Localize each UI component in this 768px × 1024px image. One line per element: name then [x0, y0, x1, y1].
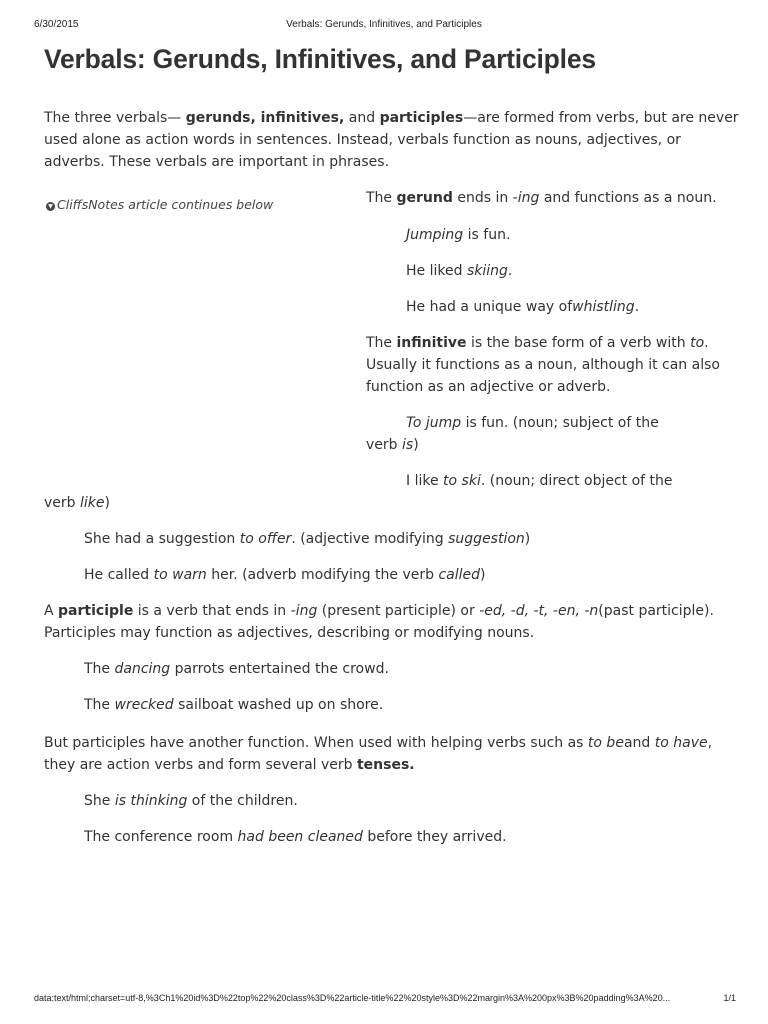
infinitive-example: She had a suggestion to offer. (adjective modifying suggestion)	[84, 531, 531, 547]
print-url: data:text/html;charset=utf-8,%3Ch1%20id%3D%22top%22%20class%3D%22article-title%22%20style%3D%22margin%3A%200px%3B%20padding%3A%20...	[34, 993, 671, 1003]
participle-example: The conference room had been cleaned before they arrived.	[84, 829, 507, 845]
participle-example: The wrecked sailboat washed up on shore.	[84, 697, 384, 713]
gerund-example: Jumping is fun.	[406, 227, 511, 243]
print-date: 6/30/2015	[34, 19, 79, 30]
participle-example: The dancing parrots entertained the crowd.	[84, 661, 389, 677]
intro-paragraph: The three verbals— gerunds, infinitives, and participles—are formed from verbs, but are never used alone as action words in sentences. Instead, verbals function as nouns, adjectives, or adverbs. These verbals are important in phrases.	[44, 110, 739, 170]
participle-definition: A participle is a verb that ends in -ing (present participle) or -ed, -d, -t, -en, -n(past participle). Participles may function as adjectives, describing or modifying nouns.	[44, 603, 714, 641]
participle-function-paragraph: But participles have another function. When used with helping verbs such as to beand to have, they are action verbs and form several verb tenses.	[44, 735, 713, 773]
continues-note: ▼ CliffsNotes article continues below	[46, 197, 273, 212]
infinitive-definition: The infinitive is the base form of a verb with to. Usually it functions as a noun, although it can also function as an adjective or adverb.	[366, 335, 720, 395]
article-title: Verbals: Gerunds, Infinitives, and Participles	[44, 44, 596, 74]
infinitive-example: To jump is fun. (noun; subject of the verb is)	[366, 415, 659, 453]
chevron-down-icon: ▼	[46, 202, 55, 211]
participle-example: She is thinking of the children.	[84, 793, 298, 809]
infinitive-example: I like to ski. (noun; direct object of the verb like)	[44, 473, 673, 511]
gerund-definition: The gerund ends in -ing and functions as a noun.	[366, 190, 717, 206]
print-title: Verbals: Gerunds, Infinitives, and Participles	[286, 19, 482, 30]
infinitive-example: He called to warn her. (adverb modifying the verb called)	[84, 567, 486, 583]
gerund-example: He had a unique way ofwhistling.	[406, 299, 640, 315]
gerund-example: He liked skiing.	[406, 263, 513, 279]
page-number: 1/1	[723, 993, 736, 1003]
